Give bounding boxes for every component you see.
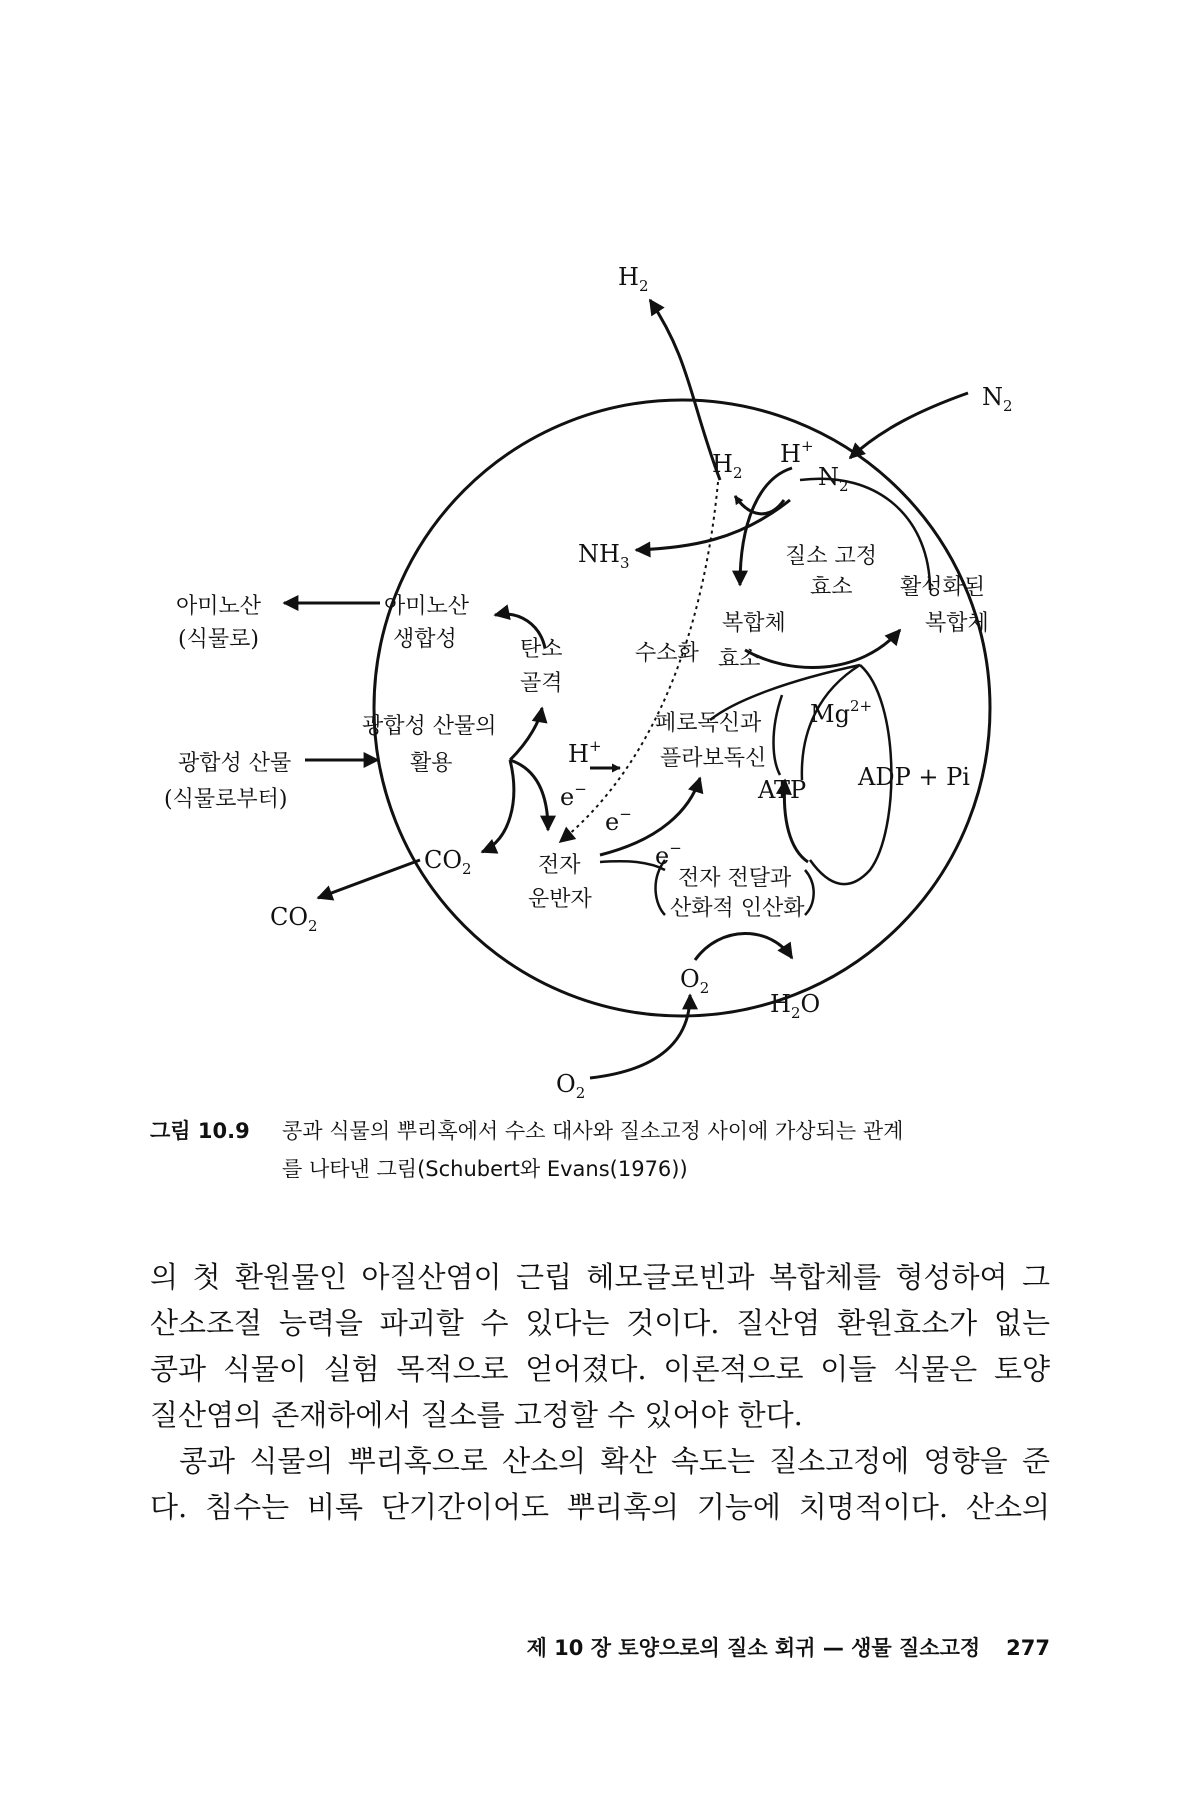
h2o-label-o: O (800, 990, 821, 1018)
amino-out-label-1: 아미노산 (176, 594, 262, 619)
co2-out-label: CO (270, 903, 309, 931)
body-line: 산소조절 능력을 파괴할 수 있다는 것이다. 질산염 환원효소가 없는 (150, 1306, 1050, 1340)
nitrogenase-label-1: 질소 고정 (785, 544, 878, 569)
mg-label: Mg (810, 700, 850, 728)
mg-sup: 2+ (849, 697, 873, 715)
svg-text:O2 (556, 1070, 585, 1102)
photo-to-carbon-arrow (510, 708, 542, 760)
body-line: 다. 침수는 비록 단기간이어도 뿌리혹의 기능에 치명적이다. 산소의 (150, 1490, 1050, 1524)
adp-pi-label: ADP + Pi (858, 763, 970, 791)
co2-inner-sub: 2 (462, 860, 472, 878)
h2-top-sub: 2 (638, 277, 649, 295)
body-line: 의 첫 환원물인 아질산염이 근립 헤모글로빈과 복합체를 형성하여 그 (150, 1260, 1050, 1294)
amino-synthesis-label-2: 생합성 (393, 627, 457, 652)
amino-synthesis-label-1: 아미노산 (384, 594, 470, 619)
photo-to-co2-arrow (482, 760, 514, 852)
co2-inner-label: CO (424, 846, 463, 874)
ferredoxin-label-1: 페로독신과 (655, 711, 762, 736)
o2-outer-sub: 2 (575, 1084, 586, 1102)
svg-text:NH3 (578, 540, 629, 572)
electron-transport-label-2: 산화적 인산화 (670, 896, 805, 921)
n2-top-label: N (982, 383, 1003, 411)
figure-caption (150, 1112, 1050, 1188)
page-footer (410, 1632, 1050, 1662)
nodule-circle (374, 400, 990, 1016)
electron-sup-2: − (619, 805, 632, 823)
h-plus-mid-sup: + (588, 737, 602, 755)
photo-to-carrier-arrow (510, 760, 548, 830)
photo-in-label-2: (식물로부터) (164, 787, 288, 812)
hydrogenase-label-1: 수소화 (635, 641, 699, 666)
atp-label: ATP (758, 776, 807, 804)
svg-text:H+ (780, 437, 814, 468)
svg-text:CO2 (270, 903, 318, 935)
h-plus-top-sup: + (800, 437, 814, 455)
n2-inner-sub: 2 (839, 477, 849, 495)
body-line: 콩과 식물의 뿌리혹으로 산소의 확산 속도는 질소고정에 영향을 준 (179, 1444, 1050, 1478)
hydrogenase-label-2: 효소 (718, 647, 761, 672)
svg-text:CO2 (424, 846, 472, 878)
svg-text:Mg2+ (810, 697, 872, 728)
nh3-label: NH (578, 540, 620, 568)
o2-outer-label: O (556, 1070, 576, 1098)
nh3-sub: 3 (619, 554, 630, 572)
ferredoxin-label-2: 플라보독신 (660, 746, 767, 771)
electron-label-3: e (655, 842, 670, 870)
h2-inner-label: H (712, 450, 733, 478)
n2-entry-arrow (850, 393, 968, 458)
oxygen-to-water-arrow (695, 933, 792, 960)
svg-text:H2 (618, 263, 648, 295)
svg-text:e− (605, 805, 632, 836)
activated-complex-label-1: 활성화된 (900, 575, 986, 600)
o2-inner-label: O (680, 965, 700, 993)
h-plus-mid-label: H (568, 740, 589, 768)
caption-text-1: 콩과 식물의 뿌리혹에서 수소 대사와 질소고정 사이에 가상되는 관계 (282, 1119, 904, 1143)
nitrogenase-upper-curve (800, 479, 930, 590)
carbon-skeleton-label-2: 골격 (520, 671, 563, 696)
electron-carrier-label-1: 전자 (538, 853, 581, 878)
electron-sup-1: − (574, 780, 587, 798)
body-text (150, 1254, 1050, 1530)
photo-in-label-1: 광합성 산물 (178, 751, 292, 776)
h2-inner-sub: 2 (732, 464, 743, 482)
ferredoxin-curve-down (774, 695, 783, 775)
electron-sup-3: − (669, 839, 682, 857)
electron-carrier-label-2: 운반자 (528, 887, 592, 912)
amino-out-label-2: (식물로) (178, 627, 259, 652)
svg-text:N2 (818, 463, 849, 495)
activated-complex-label-2: 복합체 (925, 611, 989, 636)
caption-line-1 (150, 1112, 1050, 1150)
o2-inner-sub: 2 (699, 979, 710, 997)
nitrogenase-label-2: 효소 (810, 575, 853, 600)
carbon-skeleton-label-1: 탄소 (520, 637, 563, 662)
photo-use-label-1: 광합성 산물의 (362, 714, 497, 739)
photo-use-label-2: 활용 (410, 751, 453, 776)
svg-text:e− (560, 780, 587, 811)
svg-text:O2 (680, 965, 709, 997)
chapter-title: 제 10 장 토양으로의 질소 회귀 — 생물 질소고정 (526, 1636, 981, 1660)
transport-bracket-right (805, 870, 814, 915)
caption-text-2: 를 나타낸 그림(Schubert와 Evans(1976)) (282, 1157, 688, 1181)
svg-text:H+ (568, 737, 602, 768)
body-line: 콩과 식물이 실험 목적으로 얻어졌다. 이론적으로 이들 식물은 토양 (150, 1352, 1050, 1386)
n2-inner-label: N (818, 463, 839, 491)
h2o-label-h: H (770, 990, 791, 1018)
electron-label-1: e (560, 783, 575, 811)
h2-exit-arrow (650, 300, 720, 480)
complex-label: 복합체 (722, 611, 786, 636)
n2-top-sub: 2 (1003, 397, 1013, 415)
page-number: 277 (1006, 1636, 1050, 1660)
co2-out-sub: 2 (308, 917, 318, 935)
electron-transport-label-1: 전자 전달과 (678, 866, 792, 891)
electron-label-2: e (605, 808, 620, 836)
h2o-sub: 2 (790, 1004, 801, 1022)
body-line: 질산염의 존재하에서 질소를 고정할 수 있어야 한다. (150, 1398, 803, 1432)
h-plus-top-label: H (780, 440, 801, 468)
caption-number: 그림 10.9 (150, 1119, 250, 1143)
co2-out-arrow (318, 860, 420, 898)
svg-text:H2 (712, 450, 742, 482)
h2-top-label: H (618, 263, 639, 291)
svg-text:N2 (982, 383, 1013, 415)
